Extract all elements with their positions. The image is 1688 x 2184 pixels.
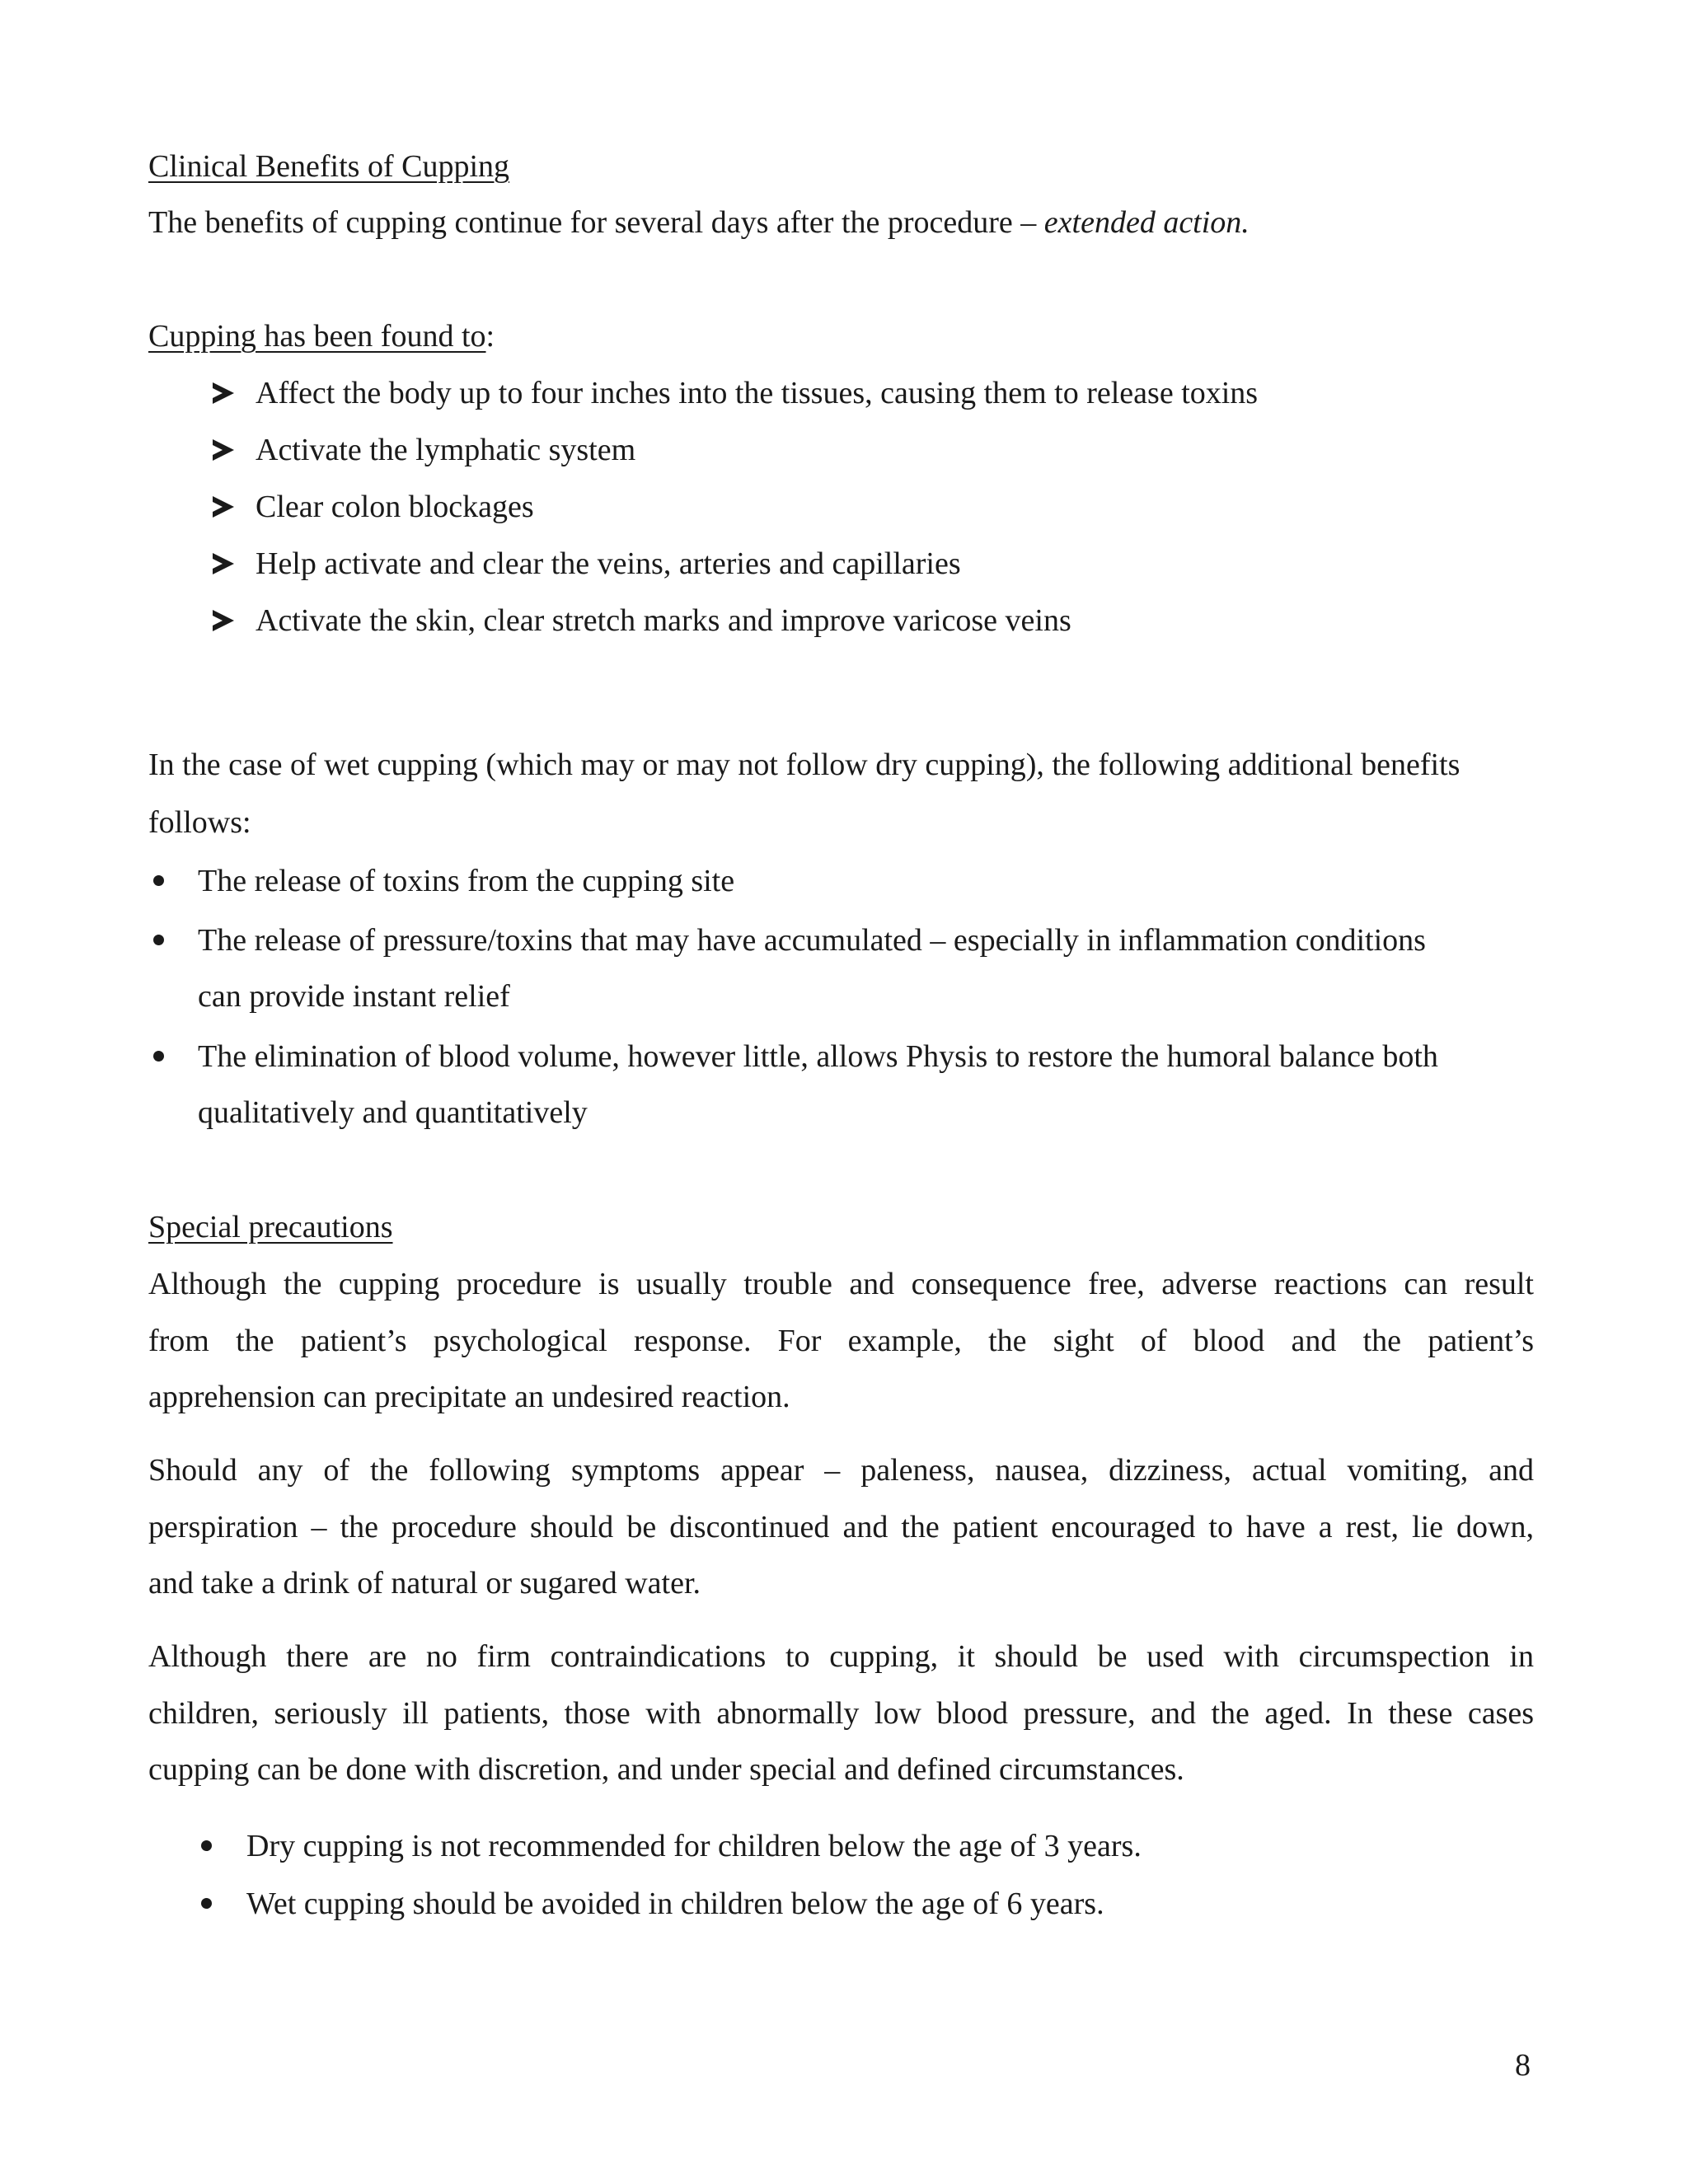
precautions-para1-line: from the patient’s psychological response. For example, the sight of blood and the patient’s: [148, 1324, 1534, 1358]
precautions-para2-line: perspiration – the procedure should be discontinued and the patient encouraged to have a rest, lie down,: [148, 1510, 1534, 1544]
list-item: Activate the skin, clear stretch marks and improve varicose veins: [256, 603, 1071, 638]
section-heading-special-precautions: Special precautions: [148, 1210, 393, 1244]
arrow-bullet-icon: [213, 553, 234, 574]
wet-cupping-bullet: The elimination of blood volume, however little, allows Physis to restore the humoral balance both: [198, 1039, 1438, 1074]
section-heading-found-to: [148, 317, 495, 355]
bullet-icon: [201, 1898, 212, 1909]
arrow-bullet-icon: [213, 382, 234, 404]
precautions-para3-line: children, seriously ill patients, those with abnormally low blood pressure, and the aged. In these cases: [148, 1696, 1534, 1731]
precautions-para1-line: Although the cupping procedure is usually trouble and consequence free, adverse reactions can result: [148, 1267, 1534, 1301]
wet-cupping-bullet: The release of toxins from the cupping site: [198, 864, 735, 898]
intro-italic: extended action.: [1043, 205, 1250, 240]
intro-paragraph: [148, 204, 1250, 241]
bullet-icon: [153, 935, 164, 945]
precautions-para2-line: Should any of the following symptoms appear – paleness, nausea, dizziness, actual vomiting, and: [148, 1453, 1534, 1488]
precautions-para3-line: Although there are no firm contraindications to cupping, it should be used with circumspection in: [148, 1639, 1534, 1674]
list-item: Clear colon blockages: [256, 490, 534, 524]
precautions-para2-line: and take a drink of natural or sugared water.: [148, 1566, 701, 1601]
list-item: Help activate and clear the veins, arteries and capillaries: [256, 546, 961, 581]
arrow-bullet-icon: [213, 610, 234, 631]
found-to-heading-text: Cupping has been found to: [148, 319, 486, 354]
wet-cupping-intro-line2: follows:: [148, 805, 251, 840]
arrow-bullet-icon: [213, 496, 234, 518]
list-item: Affect the body up to four inches into the tissues, causing them to release toxins: [256, 376, 1259, 410]
precautions-para3-line: cupping can be done with discretion, and under special and defined circumstances.: [148, 1752, 1184, 1787]
bullet-icon: [153, 875, 164, 886]
bullet-icon: [153, 1051, 164, 1062]
precautions-para1-line: apprehension can precipitate an undesired reaction.: [148, 1380, 790, 1414]
page-number: 8: [1515, 2048, 1531, 2083]
found-to-colon: :: [485, 319, 495, 354]
arrow-bullet-icon: [213, 439, 234, 461]
wet-cupping-intro-line1: In the case of wet cupping (which may or may not follow dry cupping), the following additional benefits: [148, 748, 1461, 782]
list-item: Activate the lymphatic system: [256, 433, 636, 467]
intro-text: The benefits of cupping continue for several days after the procedure –: [148, 205, 1044, 240]
wet-cupping-bullet-cont: qualitatively and quantitatively: [198, 1095, 588, 1130]
wet-cupping-bullet: The release of pressure/toxins that may have accumulated – especially in inflammation conditions: [198, 923, 1426, 958]
age-bullet: Dry cupping is not recommended for children below the age of 3 years.: [246, 1829, 1142, 1863]
bullet-icon: [201, 1840, 212, 1851]
section-heading-clinical-benefits: Clinical Benefits of Cupping: [148, 149, 510, 184]
age-bullet: Wet cupping should be avoided in children below the age of 6 years.: [246, 1886, 1104, 1921]
wet-cupping-bullet-cont: can provide instant relief: [198, 979, 510, 1014]
